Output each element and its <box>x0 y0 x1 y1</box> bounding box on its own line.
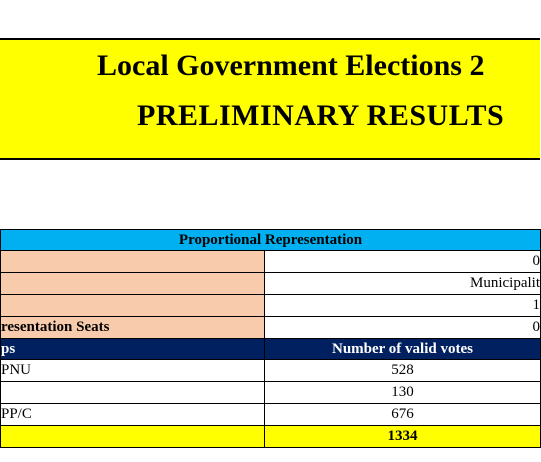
results-table <box>0 229 541 448</box>
info-row <box>1 251 541 273</box>
info-row <box>1 273 541 295</box>
column-header-row <box>1 339 541 360</box>
total-votes: 1334 <box>265 426 541 448</box>
table-header <box>1 230 541 251</box>
total-label <box>1 426 265 448</box>
total-row <box>1 426 541 448</box>
votes-cell: 528 <box>265 360 541 382</box>
title-banner <box>0 38 540 160</box>
table-row <box>1 404 541 426</box>
table-row <box>1 382 541 404</box>
votes-cell: 130 <box>265 382 541 404</box>
party-cell: PNU <box>1 360 265 382</box>
info-value: Municipalit <box>265 273 541 295</box>
info-value: 0 <box>265 317 541 339</box>
table-header-label: Proportional Representation <box>178 231 363 248</box>
info-label <box>1 273 265 295</box>
party-cell: PP/C <box>1 404 265 426</box>
column-header-party: ps <box>1 339 265 360</box>
info-label: resentation Seats <box>1 317 265 339</box>
table-row <box>1 360 541 382</box>
info-label <box>1 295 265 317</box>
info-value: 1 <box>265 295 541 317</box>
table-header-row <box>1 230 541 251</box>
column-header-votes: Number of valid votes <box>265 339 541 360</box>
party-cell <box>1 382 265 404</box>
page-subtitle: PRELIMINARY RESULTS <box>137 99 505 132</box>
info-label <box>1 251 265 273</box>
votes-cell: 676 <box>265 404 541 426</box>
info-value: 0 <box>265 251 541 273</box>
page-title: Local Government Elections 2 <box>97 49 485 82</box>
info-row <box>1 295 541 317</box>
info-row <box>1 317 541 339</box>
